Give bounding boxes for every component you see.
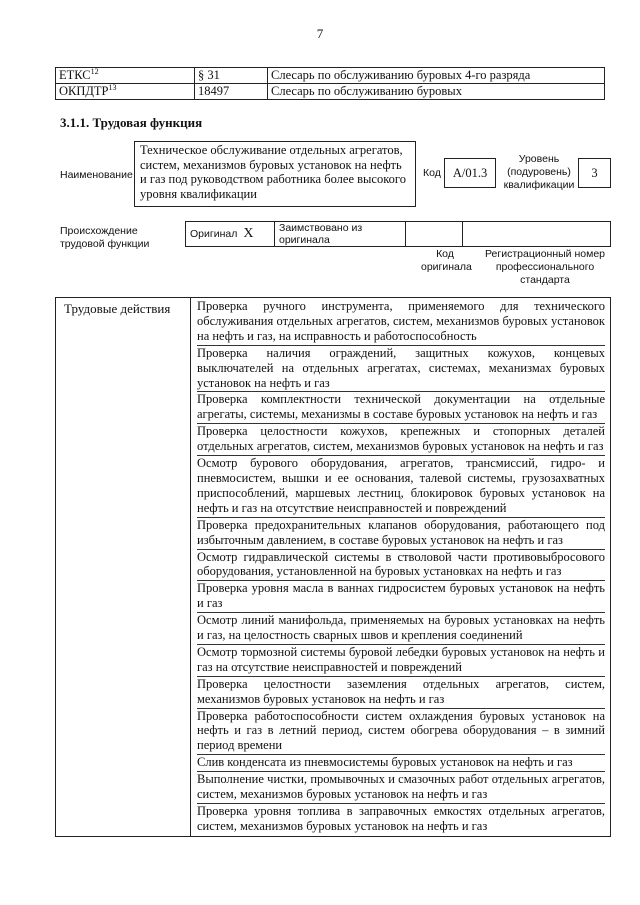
reference-code: ОКПДТР: [59, 84, 109, 98]
qualification-level: 3: [578, 158, 611, 188]
reference-table: [55, 67, 605, 100]
reference-section: § 31: [195, 68, 268, 84]
labor-action-item: Проверка уровня топлива в заправочных емкостях отдельных агрегатов, систем, механизмов буровых установок на нефть и газ: [197, 804, 605, 833]
footnote-ref[interactable]: 13: [108, 83, 117, 92]
reg-number-cell: [463, 222, 611, 247]
reg-number-label: Регистрационный номер профессионального стандарта: [485, 248, 605, 286]
code-original-cell: [406, 222, 463, 247]
original-cell: [186, 222, 275, 247]
level-label: Уровень (подуровень) квалификации: [503, 153, 575, 191]
labor-action-item: Осмотр бурового оборудования, агрегатов, трансмиссий, гидро- и пневмосистем, вышки и ее основания, талевой системы, грузозахватных приспособлений, маршевых лестниц, блокировок буровых установок на нефть и газ на отсутствие неисправностей и повреждений: [197, 456, 605, 518]
reference-section: 18497: [195, 84, 268, 100]
labor-action-item: Осмотр гидравлической системы в стволовой части противовыбросового оборудования, установленной на буровых установках на нефть и газ: [197, 550, 605, 582]
borrowed-label: Заимствовано из оригинала: [275, 222, 406, 247]
code-label: Код: [423, 167, 441, 179]
function-code: A/01.3: [444, 158, 496, 188]
labor-action-item: Проверка предохранительных клапанов оборудования, работающего под избыточным давлением, в составе буровых установок на нефть и газ: [197, 518, 605, 550]
labor-action-item: Проверка комплектности технической документации на отдельные агрегаты, системы, механизмы в составе буровых установок на нефть и газ: [197, 392, 605, 424]
labor-action-item: Проверка уровня масла в ваннах гидросистем буровых установок на нефть и газ: [197, 581, 605, 613]
reference-row-etks: [56, 68, 605, 84]
code-original-label: Код оригинала: [421, 248, 472, 273]
labor-action-item: Выполнение чистки, промывочных и смазочных работ отдельных агрегатов, систем, механизмов буровых установок на нефть и газ: [197, 772, 605, 804]
labor-action-item: Проверка работоспособности систем охлаждения буровых установок на нефть и газ в летний период, систем обогрева оборудования – в зимний период времени: [197, 709, 605, 756]
labor-action-item: Проверка целостности заземления отдельных агрегатов, систем, механизмов буровых установок на нефть и газ: [197, 677, 605, 709]
original-label: Оригинал: [190, 228, 238, 240]
reference-row-okpdtr: [56, 84, 605, 100]
labor-action-item: Проверка ручного инструмента, применяемого для технического обслуживания отдельных агрегатов, систем, механизмов буровых установок на нефть и газ, на исправность и работоспособность: [197, 299, 605, 346]
function-name: Техническое обслуживание отдельных агрегатов, систем, механизмов буровых установок на нефть и газ под руководством работника более высокого уровня квалификации: [134, 141, 416, 207]
origin-label: Происхождение трудовой функции: [60, 225, 150, 250]
page-number: 7: [316, 26, 324, 41]
column-divider: [190, 298, 191, 836]
labor-action-item: Проверка наличия ограждений, защитных кожухов, концевых выключателей на отдельных агрегатах, системах, механизмах буровых установок на нефть и газ: [197, 346, 605, 393]
labor-action-item: Осмотр линий манифольда, применяемых на буровых установках на нефть и газ, на целостность сварных швов и крепления соединений: [197, 613, 605, 645]
labor-action-item: Осмотр тормозной системы буровой лебедки буровых установок на нефть и газ на отсутствие неисправностей и повреждений: [197, 645, 605, 677]
name-label: Наименование: [60, 169, 133, 181]
reference-code-cell: [56, 84, 195, 100]
reference-title: Слесарь по обслуживанию буровых: [268, 84, 605, 100]
original-mark: X: [243, 226, 254, 241]
reference-code-cell: [56, 68, 195, 84]
labor-actions-heading: Трудовые действия: [64, 301, 171, 316]
reference-title: Слесарь по обслуживанию буровых 4-го разряда: [268, 68, 605, 84]
labor-action-item: Слив конденсата из пневмосистемы буровых установок на нефть и газ: [197, 755, 605, 772]
labor-actions-table: [55, 297, 611, 837]
labor-action-item: Проверка целостности кожухов, крепежных и стопорных деталей отдельных агрегатов, систем, механизмов буровых установок на нефть и газ: [197, 424, 605, 456]
footnote-ref[interactable]: 12: [90, 67, 99, 76]
labor-actions-list: [197, 299, 605, 835]
section-title: 3.1.1. Трудовая функция: [60, 115, 203, 130]
reference-code: ЕТКС: [59, 68, 91, 82]
origin-table: [185, 221, 611, 247]
